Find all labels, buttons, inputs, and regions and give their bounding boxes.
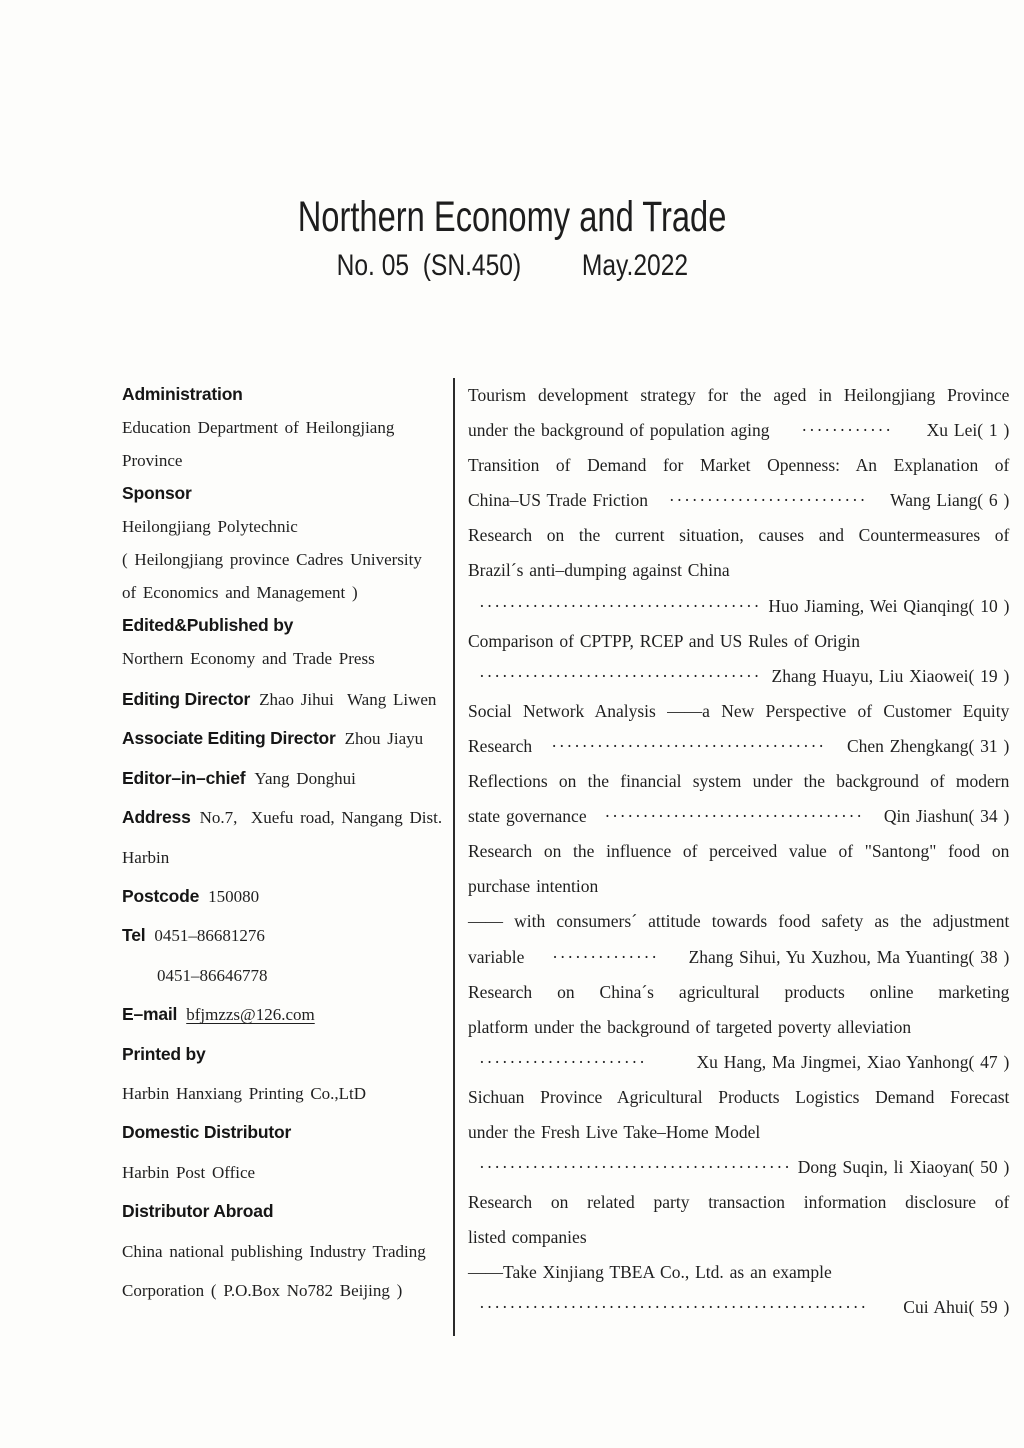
masthead-line — [122, 1232, 453, 1271]
toc-entry-line — [468, 1185, 1009, 1220]
masthead-line — [122, 1074, 453, 1113]
masthead-line — [122, 838, 453, 877]
email-link[interactable]: bfjmzzs@126.com — [186, 1005, 315, 1025]
masthead-value: Harbin Post Office — [122, 1162, 256, 1182]
toc-authors-page: Cui Ahui( 59 ) — [903, 1297, 1010, 1318]
toc-entry-line — [468, 518, 1009, 553]
toc-leader-line — [468, 1045, 1009, 1080]
toc-authors-page: Chen Zhengkang( 31 ) — [846, 735, 1010, 756]
toc-authors-page: Zhang Sihui, Yu Xuzhou, Ma Yuanting( 38 ) — [688, 946, 1010, 967]
toc-entry-text: China–US Trade Friction — [468, 490, 648, 511]
masthead-label: Printed by — [122, 1043, 206, 1064]
toc-leader-line — [468, 729, 1009, 764]
masthead-line — [122, 759, 453, 798]
masthead-value: Education Department of Heilongjiang — [122, 418, 395, 437]
masthead-line — [122, 543, 453, 576]
masthead-line — [122, 642, 453, 675]
masthead-column — [122, 378, 453, 1336]
issue-date: May.2022 — [581, 249, 688, 282]
masthead-line — [122, 680, 453, 719]
masthead-label: Domestic Distributor — [122, 1122, 292, 1143]
toc-entry-line — [468, 975, 1009, 1010]
masthead-label: Distributor Abroad — [122, 1201, 274, 1222]
leader-dots: ·············· — [552, 946, 659, 967]
masthead-value: Yang Donghui — [254, 768, 356, 788]
masthead-line — [122, 576, 453, 609]
toc-leader-line — [468, 589, 1009, 624]
issue-line — [0, 249, 1024, 282]
leader-dots: ·································· — [604, 806, 864, 827]
toc-authors-page: Zhang Huayu, Liu Xiaowei( 19 ) — [771, 665, 1010, 686]
toc-entry-line — [468, 624, 1009, 659]
toc-entry-text: Research on the influence of perceived value of "Santong" food on — [468, 841, 1010, 862]
toc-authors-page: Xu Lei( 1 ) — [926, 420, 1010, 441]
masthead-value: of Economics and Management ) — [122, 583, 358, 602]
content-columns — [122, 378, 1010, 1336]
toc-leader-line — [468, 1290, 1009, 1325]
masthead-label: Address — [122, 807, 191, 828]
leader-dots: ···································· — [551, 735, 826, 756]
toc-leader-line — [468, 413, 1009, 448]
masthead-value: Harbin — [122, 847, 170, 867]
toc-entry-text: Transition of Demand for Market Openness: An Explanation of — [468, 455, 1010, 476]
toc-entry-line — [468, 694, 1009, 729]
toc-entry-text: ——Take Xinjiang TBEA Co., Ltd. as an example — [468, 1262, 832, 1283]
toc-entry-line — [468, 1115, 1009, 1150]
masthead-line — [122, 1271, 453, 1310]
masthead-label: Edited&Published by — [122, 615, 294, 635]
leader-dots: ··················································· — [479, 1297, 869, 1318]
toc-entry-line — [468, 1080, 1009, 1115]
toc-entry-text: under the background of population aging — [468, 420, 770, 441]
masthead-line — [122, 1153, 453, 1192]
leader-dots: ······················ — [479, 1051, 647, 1072]
toc-entry-text: Research on China´s agricultural products online marketing — [468, 981, 1010, 1002]
masthead-value: Harbin Hanxiang Printing Co.,LtD — [122, 1084, 367, 1104]
masthead-label: E–mail — [122, 1004, 178, 1025]
toc-authors-page: Huo Jiaming, Wei Qianqing( 10 ) — [768, 595, 1010, 616]
toc-leader-line — [468, 799, 1009, 834]
masthead-value: 0451–86646778 — [157, 965, 268, 985]
masthead-line — [122, 719, 453, 758]
masthead-line — [122, 609, 453, 642]
toc-entry-line — [468, 553, 1009, 588]
toc-entry-text: Tourism development strategy for the aged in Heilongjiang Province — [468, 385, 1010, 405]
masthead-line — [122, 477, 453, 510]
masthead-main-section — [122, 680, 453, 1311]
masthead-value: 0451–86681276 — [154, 926, 265, 946]
masthead-line — [122, 1035, 453, 1074]
masthead-label: Administration — [122, 384, 243, 404]
masthead-value: China national publishing Industry Trading — [122, 1241, 426, 1261]
toc-entry-line — [468, 904, 1009, 939]
masthead-value: ( Heilongjiang province Cadres University — [122, 550, 422, 569]
toc-authors-page: Qin Jiashun( 34 ) — [883, 806, 1010, 827]
page-title — [0, 194, 1024, 241]
masthead-label: Sponsor — [122, 483, 192, 503]
toc-entry-text: —— with consumers´ attitude towards food safety as the adjustment — [468, 911, 1010, 932]
masthead-line — [122, 411, 453, 444]
toc-entry-text: Research on the current situation, causes and Countermeasures of — [468, 525, 1010, 546]
toc-entry-text: Reflections on the financial system under the background of modern — [468, 771, 1010, 792]
masthead-line — [122, 995, 453, 1034]
masthead-value: 150080 — [208, 887, 260, 907]
masthead-line — [122, 916, 453, 955]
toc-column — [453, 378, 1009, 1336]
toc-entry-text: listed companies — [468, 1227, 587, 1248]
masthead-value: Northern Economy and Trade Press — [122, 649, 375, 668]
toc-entry-text: Comparison of CPTPP, RCEP and US Rules of Origin — [468, 630, 861, 651]
masthead-value: No.7, Xuefu road, Nangang Dist. — [199, 808, 443, 828]
toc-authors-page: Wang Liang( 6 ) — [890, 490, 1010, 511]
toc-entry-text: Research — [468, 735, 533, 756]
toc-entry-text: purchase intention — [468, 876, 599, 897]
toc-entry-line — [468, 1220, 1009, 1255]
toc-entry-text: Brazil´s anti–dumping against China — [468, 560, 730, 581]
page-title-text: Northern Economy and Trade — [297, 192, 727, 241]
masthead-label: Postcode — [122, 886, 200, 907]
masthead-line — [122, 1113, 453, 1152]
toc-entry-line — [468, 764, 1009, 799]
masthead-line — [122, 1192, 453, 1231]
toc-entry-text: Social Network Analysis ——a New Perspective of Customer Equity — [468, 700, 1010, 721]
issue-number: No. 05 (SN.450) — [336, 249, 521, 282]
toc-entry-line — [468, 869, 1009, 904]
masthead-value: Heilongjiang Polytechnic — [122, 517, 298, 536]
masthead-value: Corporation ( P.O.Box No782 Beijing ) — [122, 1281, 403, 1301]
toc-authors-page: Xu Hang, Ma Jingmei, Xiao Yanhong( 47 ) — [696, 1051, 1010, 1072]
toc-entry-text: under the Fresh Live Take–Home Model — [468, 1121, 761, 1142]
toc-entry-text: state governance — [468, 806, 587, 827]
leader-dots: ········································· — [479, 1157, 792, 1178]
toc-entry-line — [468, 1255, 1009, 1290]
masthead-label: Tel — [122, 925, 146, 946]
masthead-label: Editing Director — [122, 689, 251, 709]
toc-entry-line — [468, 378, 1009, 413]
masthead-line — [122, 510, 453, 543]
masthead-label: Editor–in–chief — [122, 767, 246, 788]
leader-dots: ············ — [801, 420, 893, 441]
masthead-top-section — [122, 378, 453, 675]
masthead-line — [122, 378, 453, 411]
masthead-line — [122, 956, 453, 995]
toc-leader-line — [468, 1150, 1009, 1185]
toc-entry-text: platform under the background of targeted poverty alleviation — [468, 1016, 912, 1037]
masthead-value: Zhou Jiayu — [344, 729, 424, 749]
toc-entry-text: variable — [468, 946, 525, 967]
leader-dots: ····································· — [479, 595, 762, 616]
toc-entry-text: Research on related party transaction information disclosure of — [468, 1192, 1010, 1213]
toc-leader-line — [468, 940, 1009, 975]
toc-leader-line — [468, 483, 1009, 518]
masthead-value: Zhao Jihui Wang Liwen — [259, 690, 437, 709]
toc-leader-line — [468, 659, 1009, 694]
leader-dots: ····································· — [479, 665, 762, 686]
masthead-line — [122, 798, 453, 837]
leader-dots: ·························· — [668, 490, 868, 511]
toc-entry-line — [468, 834, 1009, 869]
masthead-line — [122, 877, 453, 916]
toc-entry-line — [468, 448, 1009, 483]
toc-entry-line — [468, 1010, 1009, 1045]
toc-entry-text: Sichuan Province Agricultural Products Logistics Demand Forecast — [468, 1086, 1010, 1107]
toc-authors-page: Dong Suqin, li Xiaoyan( 50 ) — [797, 1157, 1010, 1178]
masthead-label: Associate Editing Director — [122, 728, 336, 749]
masthead-line — [122, 444, 453, 477]
masthead-value: Province — [122, 451, 183, 470]
